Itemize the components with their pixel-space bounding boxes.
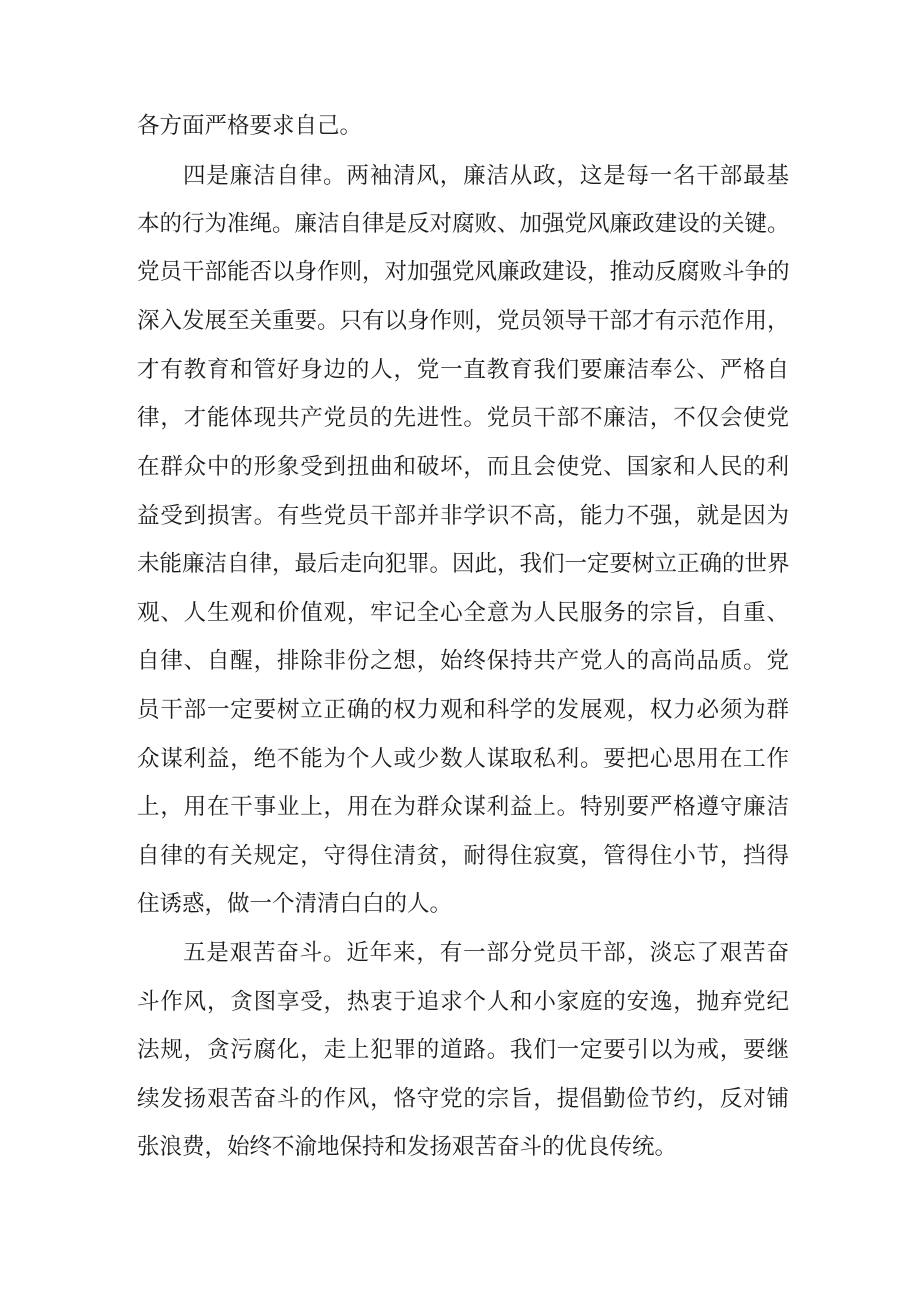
text-line: 众谋利益，绝不能为个人或少数人谋取私利。要把心思用在工作: [137, 746, 789, 772]
text-line: 深入发展至关重要。只有以身作则，党员领导干部才有示范作用，: [137, 308, 790, 334]
text-line: 益受到损害。有些党员干部并非学识不高，能力不强，就是因为: [137, 503, 789, 529]
text-line: 自律的有关规定，守得住清贫，耐得住寂寞，管得住小节，挡得: [137, 843, 789, 869]
text-line: 党员干部能否以身作则，对加强党风廉政建设，推动反腐败斗争的: [137, 259, 790, 285]
paragraph-four-first-line: 四是廉洁自律。两袖清风，廉洁从政，这是每一名干部最基: [183, 163, 789, 189]
text-line: 律，才能体现共产党员的先进性。党员干部不廉洁，不仅会使党: [137, 405, 789, 431]
text-line: 上，用在干事业上，用在为群众谋利益上。特别要严格遵守廉洁: [137, 794, 789, 820]
text-line: 员干部一定要树立正确的权力观和科学的发展观，权力必须为群: [137, 697, 789, 723]
text-line: 法规，贪污腐化，走上犯罪的道路。我们一定要引以为戒，要继: [137, 1037, 789, 1063]
text-line: 住诱惑，做一个清清白白的人。: [137, 891, 453, 917]
text-line: 未能廉洁自律，最后走向犯罪。因此，我们一定要树立正确的世界: [137, 551, 790, 577]
text-line: 各方面严格要求自己。: [137, 113, 363, 139]
text-line: 斗作风，贪图享受，热衷于追求个人和小家庭的安逸，抛弃党纪: [137, 989, 789, 1015]
text-line: 在群众中的形象受到扭曲和破坏，而且会使党、国家和人民的利: [137, 454, 789, 480]
text-line: 观、人生观和价值观，牢记全心全意为人民服务的宗旨，自重、: [137, 600, 789, 626]
text-line: 才有教育和管好身边的人，党一直教育我们要廉洁奉公、严格自: [137, 357, 789, 383]
text-line: 张浪费，始终不渝地保持和发扬艰苦奋斗的优良传统。: [137, 1134, 678, 1160]
text-line: 自律、自醒，排除非份之想，始终保持共产党人的高尚品质。党: [137, 648, 789, 674]
text-line: 本的行为准绳。廉洁自律是反对腐败、加强党风廉政建设的关键。: [137, 211, 790, 237]
paragraph-five-first-line: 五是艰苦奋斗。近年来，有一部分党员干部，淡忘了艰苦奋: [183, 940, 789, 966]
text-line: 续发扬艰苦奋斗的作风，恪守党的宗旨，提倡勤俭节约，反对铺: [137, 1086, 789, 1112]
